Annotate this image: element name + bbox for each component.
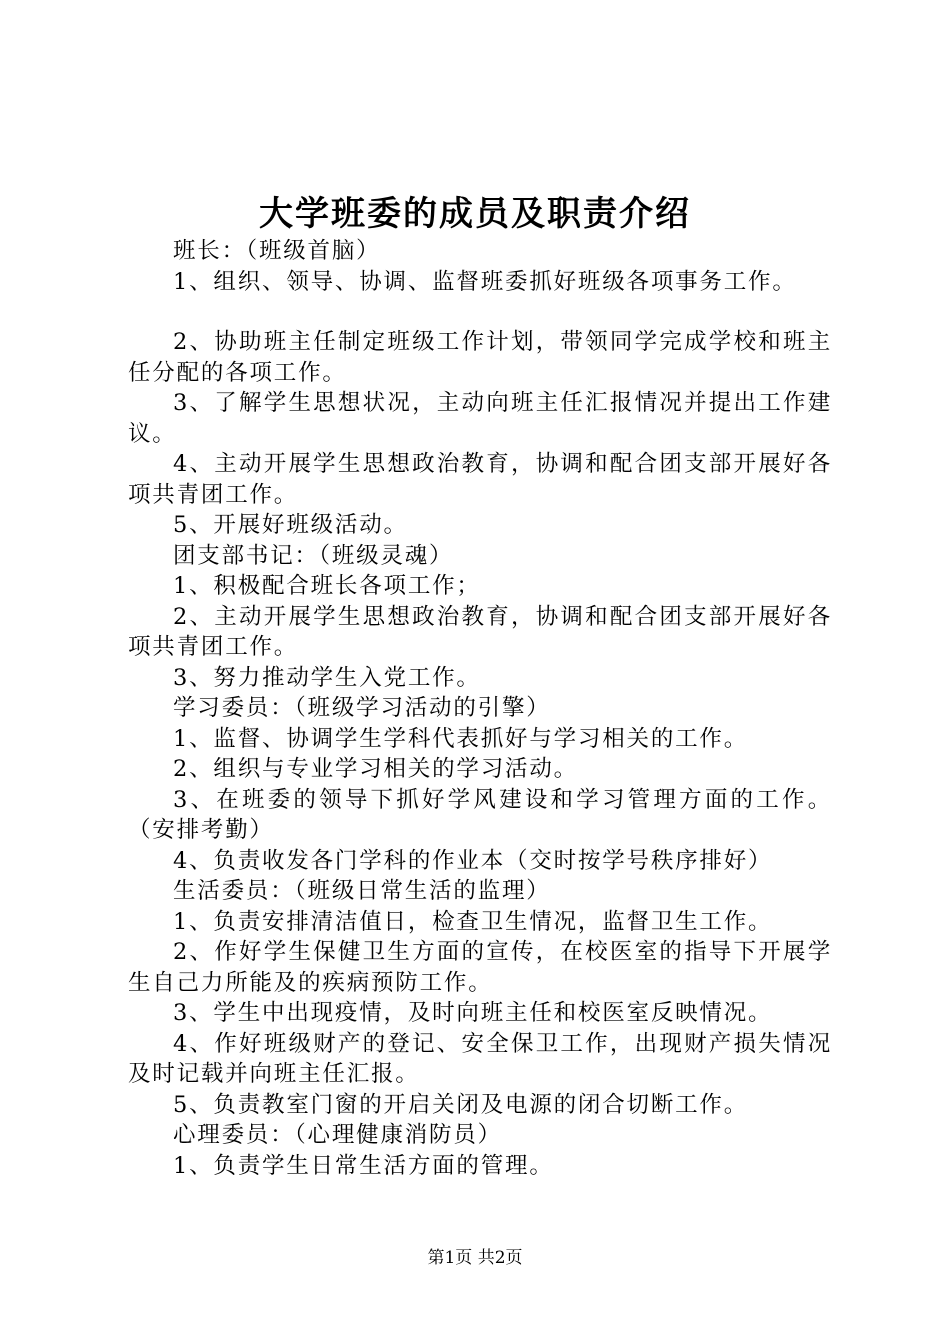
document-title: 大学班委的成员及职责介绍	[259, 194, 691, 234]
paragraph: 3、了解学生思想状况，主动向班主任汇报情况并提出工作建议。	[128, 390, 832, 447]
paragraph: 2、主动开展学生思想政治教育，协调和配合团支部开展好各项共青团工作。	[128, 603, 832, 660]
document-body	[128, 236, 832, 1181]
paragraph: 1、负责安排清洁值日，检查卫生情况，监督卫生工作。	[173, 908, 773, 935]
paragraph: 1、监督、协调学生学科代表抓好与学习相关的工作。	[173, 725, 749, 752]
paragraph: 1、积极配合班长各项工作；	[173, 573, 481, 599]
paragraph: 3、在班委的领导下抓好学风建设和学习管理方面的工作。（安排考勤）	[128, 786, 832, 843]
page-number: 第1页 共2页	[427, 1248, 523, 1268]
paragraph-league-secretary-heading: 团支部书记：（班级灵魂）	[173, 542, 454, 569]
paragraph: 1、组织、领导、协调、监督班委抓好班级各项事务工作。	[173, 268, 797, 295]
paragraph: 3、学生中出现疫情，及时向班主任和校医室反映情况。	[173, 1000, 773, 1026]
paragraph: 4、主动开展学生思想政治教育，协调和配合团支部开展好各项共青团工作。	[128, 451, 832, 508]
paragraph: 2、协助班主任制定班级工作计划，带领同学完成学校和班主任分配的各项工作。	[128, 329, 832, 386]
paragraph-psych-committee-heading: 心理委员：（心理健康消防员）	[173, 1122, 502, 1148]
paragraph: 5、负责教室门窗的开启关闭及电源的闭合切断工作。	[173, 1091, 749, 1118]
paragraph: 4、作好班级财产的登记、安全保卫工作，出现财产损失情况及时记载并向班主任汇报。	[128, 1030, 832, 1087]
paragraph: 5、开展好班级活动。	[173, 512, 408, 538]
paragraph: 4、负责收发各门学科的作业本（交时按学号秩序排好）	[173, 847, 773, 874]
paragraph: 2、作好学生保健卫生方面的宣传，在校医室的指导下开展学生自己力所能及的疾病预防工作。	[128, 939, 832, 996]
paragraph-study-committee-heading: 学习委员：（班级学习活动的引擎）	[173, 695, 551, 721]
paragraph: 3、努力推动学生入党工作。	[173, 664, 481, 691]
paragraph: 2、组织与专业学习相关的学习活动。	[173, 756, 578, 782]
paragraph-life-committee-heading: 生活委员：（班级日常生活的监理）	[173, 878, 551, 904]
paragraph: 1、负责学生日常生活方面的管理。	[173, 1152, 554, 1179]
paragraph-monitor-heading: 班长：（班级首脑）	[173, 238, 381, 264]
